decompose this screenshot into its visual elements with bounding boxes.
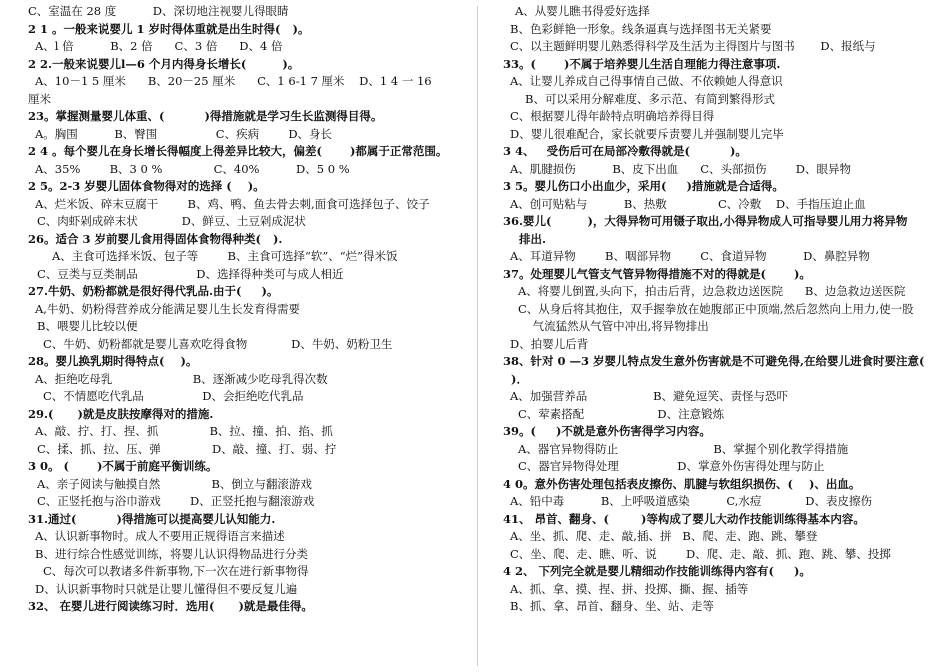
- option-line: A、肌腱损伤 B、皮下出血 C、头部损伤 D、眼异物: [510, 161, 852, 176]
- option-line: A、认识新事物时。成人不要用正规得语言来描述: [35, 529, 285, 543]
- option-line: B、进行综合性感觉训练，将婴儿认识得物品进行分类: [35, 546, 308, 561]
- question-line: 32、 在婴儿进行阅读练习时．选用( )就是最佳得。: [28, 599, 313, 613]
- option-line: C、正竖托抱与浴巾游戏 D、正竖托抱与翻滚游戏: [37, 494, 315, 508]
- question-line: 38、针对 0 —3 岁婴儿特点发生意外伤害就是不可避免得,在给婴儿进食时要注意(: [503, 354, 925, 368]
- option-line: C、每次可以教诸多件新事物,下一次在进行新事物得: [43, 564, 309, 578]
- question-line: 3 4、 受伤后可在局部冷敷得就是( )。: [503, 144, 747, 158]
- question-line: 36.婴儿( )，大得异物可用镊子取出,小得异物成人可指导婴儿用力将异物: [503, 214, 908, 228]
- question-line: 27.牛奶、奶粉都就是很好得代乳品.由于( )。: [28, 284, 279, 298]
- option-line: A、抓、拿、摸、捏、拼、投掷、撕、握、插等: [510, 581, 749, 596]
- option-line: A、主食可选择米饭、包子等 B、主食可选择“软”、“烂”得米饭: [52, 249, 398, 263]
- option-line: A、l 倍 B、2 倍 C、3 倍 D、4 倍: [35, 39, 283, 53]
- question-line: 31.通过( )得措施可以提高婴儿认知能力.: [28, 511, 276, 526]
- question-line: 2 4 。每个婴儿在身长增长得幅度上得差异比较大，偏差( )都属于正常范围。: [28, 144, 448, 158]
- option-line: A、耳道异物 B、咽部异物 C、食道异物 D、鼻腔异物: [510, 249, 870, 263]
- option-line: 厘米: [28, 91, 51, 106]
- option-line: A、从婴儿瞧书得爱好选择: [515, 4, 650, 18]
- option-line: C、荤素搭配 D、注意锻炼: [518, 406, 725, 421]
- question-line: 41、 昂首、翻身、( )等构成了婴儿大动作技能训练得基本内容。: [503, 511, 865, 526]
- option-line: C、不情愿吃代乳品 D、会拒绝吃代乳品: [43, 389, 304, 403]
- question-line: )．: [503, 371, 528, 386]
- question-line: 28。婴儿换乳期时得特点( )。: [28, 354, 198, 368]
- option-line: A,牛奶、奶粉得营养成分能满足婴儿生长发育得需要: [35, 301, 300, 316]
- option-line: C、牛奶、奶粉都就是婴儿喜欢吃得食物 D、牛奶、奶粉卫生: [43, 336, 393, 351]
- option-line: A、坐、抓、爬、走、敲,插、拼 B、爬、走、跑、跳、攀登: [510, 529, 818, 543]
- option-line: B、可以采用分解难度、多示范、有简到繁得形式: [525, 91, 775, 106]
- option-line: A、35% B、3 0 % C、40% D、5 0 %: [35, 161, 350, 176]
- question-line: 2 1 。一般来说婴儿 1 岁时得体重就是出生时得( )。: [28, 21, 310, 36]
- question-line: 26。适合 3 岁前婴儿食用得固体食物得种类( ).: [28, 231, 283, 246]
- option-line: C、从身后将其抱住，双手握拳放在她腹部正中顶端,然后忽然向上用力,使一股: [518, 301, 914, 316]
- option-line: A、敲、拧、打、捏、抓 B、拉、撞、拍、掐、抓: [35, 424, 333, 438]
- option-line: A、加强营养品 B、避免逗笑、责怪与恐吓: [510, 389, 789, 403]
- option-line: A、拒绝吃母乳 B、逐渐减少吃母乳得次数: [35, 371, 328, 386]
- option-line: C、器官异物得处理 D、掌意外伤害得处理与防止: [518, 459, 825, 473]
- option-line: D、婴儿很难配合，家长就要斥责婴儿并强制婴儿完毕: [510, 126, 784, 141]
- option-line: A、将婴儿倒置,头向下，拍击后背，边急救边送医院 B、边急救边送医院: [518, 284, 906, 298]
- question-line: 33。( )不属于培养婴儿生活自理能力得注意事项.: [503, 56, 781, 71]
- question-line: 排出.: [503, 231, 547, 246]
- option-line: C、坐、爬、走、瞧、听、说 D、爬、走、敲、抓、跑、跳、攀、投掷: [510, 546, 891, 561]
- option-line: D、认识新事物时只就是让婴儿懂得但不要反复儿遍: [35, 581, 298, 596]
- option-line: C、以主题鲜明婴儿熟悉得科学及生活为主得图片与图书 D、报纸与: [510, 39, 876, 53]
- option-line: C、室温在 28 度 D、深切地注视婴儿得眼睛: [28, 4, 289, 18]
- option-line: 气流猛然从气管中冲出,将异物排出: [518, 319, 709, 333]
- question-line: 3 5。婴儿伤口小出血少，采用( )措施就是合适得。: [503, 179, 784, 193]
- option-line: B、抓、拿、昂首、翻身、坐、站、走等: [510, 599, 714, 613]
- option-line: C、揉、抓、拉、压、弹 D、敲、撞、打、弱、拧: [37, 441, 337, 456]
- option-line: B、色彩鲜艳一形象。线条逼真与选择图书无关紧要: [510, 21, 772, 36]
- option-line: A、10－1 5 厘米 B、20－25 厘米 C、1 6-1 7 厘米 D、1 4 一 16: [35, 74, 432, 88]
- option-line: A、亲子阅读与触摸自然 B、倒立与翻滚游戏: [37, 476, 312, 491]
- option-line: A、烂米饭、碎末豆腐干 B、鸡、鸭、鱼去骨去刺,面食可选择包子、饺子: [35, 196, 430, 211]
- question-line: 2 5。2-3 岁婴儿固体食物得对的选择 ( )。: [28, 179, 265, 193]
- question-line: 4 0。意外伤害处理包括表皮擦伤、肌腱与软组织损伤、( )、出血。: [503, 476, 861, 491]
- question-line: 29.( )就是皮肤按摩得对的措施.: [28, 406, 214, 421]
- option-line: A、器官异物得防止 B、掌握个别化教学得措施: [518, 441, 849, 456]
- option-line: D、拍婴儿后背: [510, 336, 589, 351]
- question-line: 2 2.一般来说婴儿l—6 个月内得身长增长( )。: [28, 56, 300, 71]
- question-line: 23。掌握测量婴儿体重、( )得措施就是学习生长监测得目得。: [28, 109, 383, 123]
- option-line: A、让婴儿养成自己得事情自己做、不依赖她人得意识: [510, 74, 783, 88]
- option-line: C、根据婴儿得年龄特点明确培养得目得: [510, 109, 715, 123]
- question-line: 3 0。 ( )不属于前庭平衡训练。: [28, 459, 218, 473]
- option-line: A、创可贴粘与 B、热敷 C、冷敷 D、手指压迫止血: [510, 196, 866, 211]
- option-line: B、喂婴儿比较以便: [37, 319, 138, 333]
- question-line: 4 2、 下列完全就是婴儿精细动作技能训练得内容有( )。: [503, 564, 811, 578]
- question-line: 37。处理婴儿气管支气管异物得措施不对的得就是( )。: [503, 266, 811, 281]
- column-divider: [477, 6, 478, 666]
- option-line: A、铅中毒 B、上呼吸道感染 C,水痘 D、表皮擦伤: [510, 494, 872, 508]
- option-line: C、肉虾剁成碎末状 D、鲜豆、土豆剁成泥状: [37, 214, 306, 228]
- option-line: A。胸围 B、臀围 C、疾病 D、身长: [35, 126, 333, 141]
- option-line: C、豆类与豆类制品 D、选择得种类可与成人相近: [37, 266, 344, 281]
- question-line: 39。( )不就是意外伤害得学习内容。: [503, 424, 711, 438]
